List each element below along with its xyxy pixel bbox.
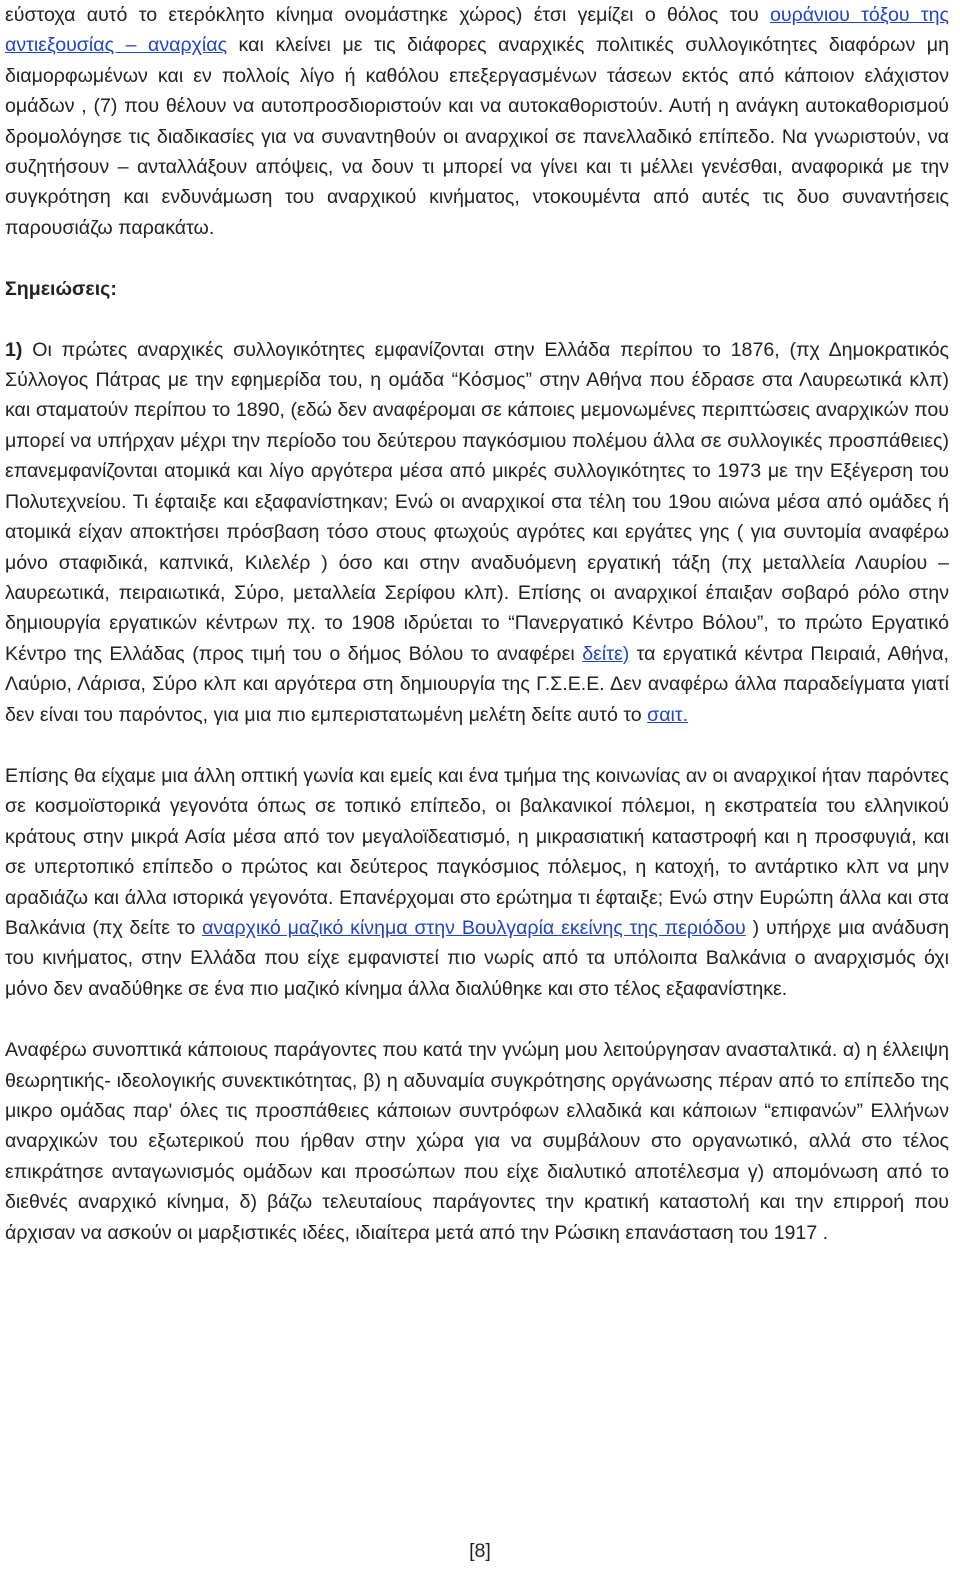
- note1-text-2: τα εργατικά κέντρα Πειραιά, Αθήνα, Λαύριο, Λάρισα, Σύρο κλπ και αργότερα στη δημιουργία της Γ.Σ.Ε.Ε. Δεν αναφέρω άλλα παραδείγματα γιατί δεν είναι του παρόντος, για μια πιο εμπεριστατωμένη μελέτη δείτε αυτό το: [5, 642, 949, 726]
- document-page: [5, 0, 949, 1248]
- also-text-2: ) υπήρχε μια ανάδυση του κινήματος, στην Ελλάδα που είχε εμφανιστεί πιο νωρίς από τα υπόλοιπα Βαλκάνια ο αναρχισμός όχι μόνο δεν αναδύθηκε σε ένα πιο μαζικό κίνημα άλλα διαλύθηκε και στο τέλος εξαφανίστηκε.: [5, 916, 949, 1000]
- intro-text-1: εύστοχα αυτό το ετερόκλητο κίνημα ονομάστηκε χώρος) έτσι γεμίζει ο θόλος του: [5, 4, 770, 26]
- paragraph-intro: [5, 0, 949, 243]
- also-text-1: Επίσης θα είχαμε μια άλλη οπτική γωνία και εμείς και ένα τμήμα της κοινωνίας αν οι αναρχικοί ήταν παρόντες σε κοσμοϊστορικά γεγονότα όπως σε τοπικό επίπεδο, οι βαλκανικοί πόλεμοι, η εκστρατεία του ελληνικού κράτους στην μικρά Ασία μέσα από τον μεγαλοϊδεατισμό, η μικρασιατική καταστροφή και η προσφυγιά, και σε υπερτοπικό επίπεδο ο πρώτος και δεύτερος παγκόσμιος πόλεμος, η κατοχή, το αντάρτικο κλπ να μην αραδιάζω και άλλα ιστορικά γεγονότα. Επανέρχομαι στο ερώτημα τι έφταιξε; Ενώ στην Ευρώπη άλλα και στα Βαλκάνια (πχ δείτε το: [5, 764, 949, 939]
- link-site[interactable]: σαιτ.: [647, 703, 689, 726]
- link-see-volos[interactable]: δείτε): [582, 642, 630, 665]
- page-number: [8]: [469, 1540, 491, 1562]
- intro-text-2: και κλείνει με τις διάφορες αναρχικές πολιτικές συλλογικότητες διαφόρων μη διαμορφωμένων και εν πολλοίς λίγο ή καθόλου επεξεργασμένων τάσεων εκτός από κάποιον ελάχιστον ομάδων , (7) που θέλουν να αυτοπροσδιοριστούν και να αυτοκαθοριστούν. Αυτή η ανάγκη αυτοκαθορισμού δρομολόγησε τις διαδικασίες για να συναντηθούν οι αναρχικοί σε πανελλαδικό επίπεδο. Να γνωριστούν, να συζητήσουν – ανταλλάξουν απόψεις, να δουν τι μπορεί να γίνει και τι μέλλει γενέσθαι, αναφορικά με την συγκρότηση και ενδυνάμωση του αναρχικού κινήματος, ντοκουμέντα από αυτές τις δυο συναντήσεις παρουσιάζω παρακάτω.: [5, 34, 949, 239]
- paragraph-also: [5, 761, 949, 1004]
- link-rainbow-anarchy[interactable]: ουράνιου τόξου της αντιεξουσίας – αναρχίας: [5, 4, 949, 57]
- paragraph-factors: Αναφέρω συνοπτικά κάποιους παράγοντες που κατά την γνώμη μου λειτούργησαν ανασταλτικά. α) η έλλειψη θεωρητικής- ιδεολογικής συνεκτικότητας, β) η αδυναμία συγκρότησης οργάνωσης πέραν από το επίπεδο της μικρο ομάδας παρ' όλες τις προσπάθειες κάποιων συντρόφων ελλαδικά και κάποιων “επιφανών” Ελλήνων αναρχικών του εξωτερικού που ήρθαν στην χώρα για να συμβάλουν στο οργανωτικό, αλλά στο τέλος επικράτησε ανταγωνισμός ομάδων και προσώπων που είχε διαλυτικό αποτέλεσμα γ) απομόνωση από το διεθνές αναρχικό κίνημα, δ) βάζω τελευταίους παράγοντες την κρατική καταστολή και την επιρροή που άρχισαν να ασκούν οι μαρξιστικές ιδέες, ιδιαίτερα μετά από την Ρώσικη επανάσταση του 1917 .: [5, 1039, 949, 1244]
- link-bulgaria-movement[interactable]: αναρχικό μαζικό κίνημα στην Βουλγαρία εκείνης της περιόδου: [202, 916, 746, 939]
- note-number: 1): [5, 338, 23, 361]
- notes-heading: Σημειώσεις:: [5, 278, 117, 301]
- note1-text-1: Οι πρώτες αναρχικές συλλογικότητες εμφανίζονται στην Ελλάδα περίπου το 1876, (πχ Δημοκρατικός Σύλλογος Πάτρας με την εφημερίδα του, η ομάδα “Κόσμος” στην Αθήνα που έδρασε στα Λαυρεωτικά κλπ) και σταματούν περίπου το 1890, (εδώ δεν αναφέρομαι σε κάποιες μεμονωμένες περιπτώσεις αναρχικών που μπορεί να υπήρχαν μέχρι την περίοδο του δεύτερου παγκόσμιου πολέμου άλλα σε συλλογικές προσπάθειες) επανεμφανίζονται ατομικά και λίγο αργότερα μέσα από μικρές συλλογικότητες το 1973 με την Εξέγερση του Πολυτεχνείου. Τι έφταιξε και εξαφανίστηκαν; Ενώ οι αναρχικοί στα τέλη του 19ου αιώνα μέσα από ομάδες ή ατομικά είχαν αποκτήσει πρόσβαση τόσο στους φτωχούς αγρότες και εργάτες γης ( για συντομία αναφέρω μόνο σταφιδικά, καπνικά, Κιλελέρ ) όσο και στην αναδυόμενη εργατική τάξη (πχ μεταλλεία Λαυρίου – λαυρεωτικά, πειραιωτικά, Σύρο, μεταλλεία Σερίφου κλπ). Επίσης οι αναρχικοί έπαιξαν σοβαρό ρόλο στην δημιουργία εργατικών κέντρων πχ. το 1908 ιδρύεται το “Πανεργατικό Κέντρο Βόλου”, το πρώτο Εργατικό Κέντρο της Ελλάδας (προς τιμή του ο δήμος Βόλου το αναφέρει: [5, 338, 949, 665]
- paragraph-note-1: [5, 335, 949, 730]
